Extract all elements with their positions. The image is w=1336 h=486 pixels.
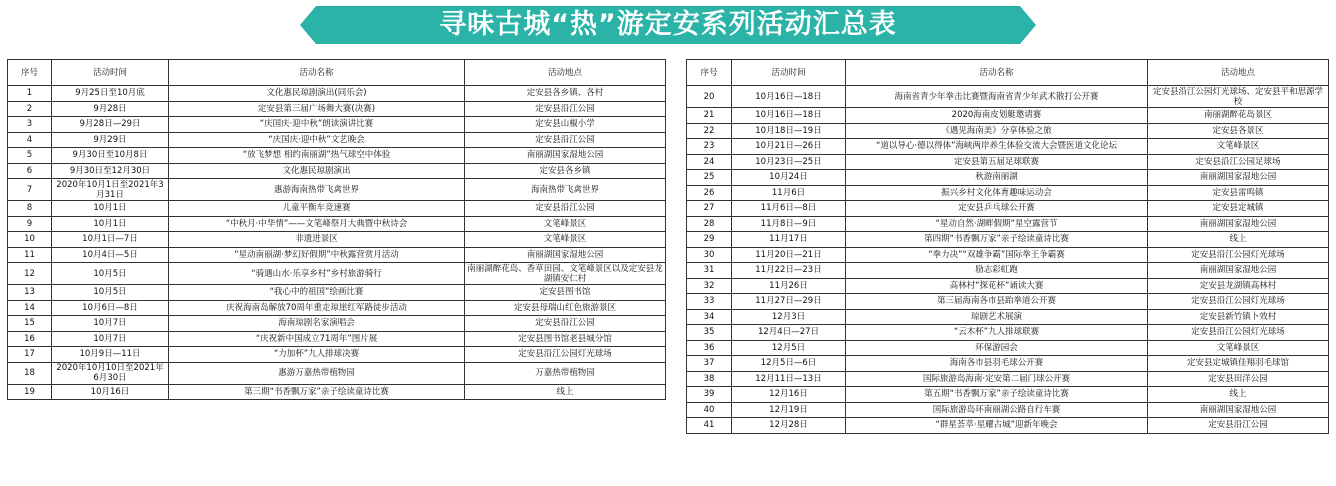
table-row <box>8 148 666 164</box>
cell-time: 10月9日—11日 <box>52 347 169 363</box>
cell-time: 11月17日 <box>732 232 846 248</box>
cell-name: “群星荟萃·星耀古城”迎新年晚会 <box>846 418 1148 434</box>
cell-no: 30 <box>687 247 732 263</box>
cell-place: 定安县定城镇佳翔羽毛球馆 <box>1148 356 1329 372</box>
cell-no: 29 <box>687 232 732 248</box>
cell-no: 12 <box>8 263 52 285</box>
cell-time: 9月28日—29日 <box>52 117 169 133</box>
cell-time: 11月20日—21日 <box>732 247 846 263</box>
table-row <box>8 300 666 316</box>
cell-place: 定安县沿江公园足球场 <box>1148 154 1329 170</box>
cell-name: “星动自然·湖畔假期”星空露营节 <box>846 216 1148 232</box>
cell-place: 定安县沿江公园灯光球场 <box>465 347 666 363</box>
table-header-row <box>687 60 1329 86</box>
cell-time: 9月25日至10月底 <box>52 86 169 102</box>
cell-name: 定安县第三届广场舞大赛(决赛) <box>169 101 465 117</box>
cell-name: 海南各市县羽毛球公开赛 <box>846 356 1148 372</box>
table-row <box>687 232 1329 248</box>
cell-time: 9月30日至10月8日 <box>52 148 169 164</box>
cell-place: 文笔峰景区 <box>1148 340 1329 356</box>
table-row <box>8 163 666 179</box>
cell-no: 22 <box>687 123 732 139</box>
cell-no: 26 <box>687 185 732 201</box>
table-row <box>687 325 1329 341</box>
cell-name: 海南琼剧名家演唱会 <box>169 316 465 332</box>
header-name: 活动名称 <box>846 60 1148 86</box>
cell-no: 27 <box>687 201 732 217</box>
table-row <box>687 154 1329 170</box>
cell-time: 10月16日 <box>52 384 169 400</box>
cell-no: 11 <box>8 247 52 263</box>
cell-time: 10月7日 <box>52 316 169 332</box>
cell-time: 11月27日—29日 <box>732 294 846 310</box>
header-place: 活动地点 <box>465 60 666 86</box>
cell-no: 5 <box>8 148 52 164</box>
cell-time: 10月16日—18日 <box>732 86 846 108</box>
cell-no: 20 <box>687 86 732 108</box>
cell-name: 惠游万嘉热带植物园 <box>169 362 465 384</box>
cell-place: 定安县沿江公园灯光球场 <box>1148 294 1329 310</box>
cell-no: 32 <box>687 278 732 294</box>
cell-no: 36 <box>687 340 732 356</box>
cell-no: 19 <box>8 384 52 400</box>
cell-name: “力加杯”九人排球决赛 <box>169 347 465 363</box>
cell-name: “中秋月·中华情”——文笔峰祭月大典暨中秋诗会 <box>169 216 465 232</box>
table-row <box>687 418 1329 434</box>
table-row <box>687 340 1329 356</box>
cell-time: 11月8日—9日 <box>732 216 846 232</box>
header-place: 活动地点 <box>1148 60 1329 86</box>
cell-name: 第三届海南各市县跆拳道公开赛 <box>846 294 1148 310</box>
cell-name: “放飞梦想 相约南丽湖”热气球空中体验 <box>169 148 465 164</box>
cell-name: 非遗进景区 <box>169 232 465 248</box>
cell-place: 定安县沿江公园 <box>465 316 666 332</box>
cell-name: 励志彩虹跑 <box>846 263 1148 279</box>
cell-place: 定安县沿江公园 <box>465 201 666 217</box>
cell-no: 24 <box>687 154 732 170</box>
cell-time: 11月6日—8日 <box>732 201 846 217</box>
table-row <box>8 101 666 117</box>
events-table-left <box>7 59 666 400</box>
cell-name: 高林村“探花杯”诵读大赛 <box>846 278 1148 294</box>
cell-place: 线上 <box>1148 387 1329 403</box>
cell-no: 1 <box>8 86 52 102</box>
cell-place: 线上 <box>465 384 666 400</box>
cell-name: 环保游园会 <box>846 340 1148 356</box>
cell-time: 11月22日—23日 <box>732 263 846 279</box>
cell-no: 40 <box>687 402 732 418</box>
table-row <box>687 371 1329 387</box>
cell-place: 文笔峰景区 <box>1148 139 1329 155</box>
table-row <box>687 170 1329 186</box>
table-row <box>8 285 666 301</box>
cell-name: 文化惠民琼剧演出 <box>169 163 465 179</box>
cell-no: 35 <box>687 325 732 341</box>
cell-place: 南丽湖国家湿地公园 <box>465 148 666 164</box>
cell-place: 定安县图书馆 <box>465 285 666 301</box>
table-row <box>8 384 666 400</box>
cell-time: 2020年10月1日至2021年3月31日 <box>52 179 169 201</box>
table-row <box>8 132 666 148</box>
table-header-row <box>8 60 666 86</box>
cell-no: 25 <box>687 170 732 186</box>
cell-no: 23 <box>687 139 732 155</box>
cell-time: 12月5日 <box>732 340 846 356</box>
cell-place: 定安县新竹镇卜效村 <box>1148 309 1329 325</box>
cell-name: “庆祝新中国成立71周年”图片展 <box>169 331 465 347</box>
cell-time: 12月4日—27日 <box>732 325 846 341</box>
cell-name: “庆国庆·迎中秋”朗读演讲比赛 <box>169 117 465 133</box>
table-row <box>687 309 1329 325</box>
header-name: 活动名称 <box>169 60 465 86</box>
cell-time: 10月23日—25日 <box>732 154 846 170</box>
cell-name: 国际旅游岛环南丽湖公路自行车赛 <box>846 402 1148 418</box>
cell-name: “道以导心·德以得体”海峡两岸养生体验交流大会暨医道文化论坛 <box>846 139 1148 155</box>
cell-name: 第三期“书香飘万家”亲子绘读童诗比赛 <box>169 384 465 400</box>
cell-no: 33 <box>687 294 732 310</box>
cell-place: 万嘉热带植物园 <box>465 362 666 384</box>
cell-place: 定安县母瑞山红色旅游景区 <box>465 300 666 316</box>
table-row <box>687 387 1329 403</box>
cell-no: 17 <box>8 347 52 363</box>
cell-no: 39 <box>687 387 732 403</box>
cell-time: 9月29日 <box>52 132 169 148</box>
cell-time: 10月4日—5日 <box>52 247 169 263</box>
cell-time: 10月18日—19日 <box>732 123 846 139</box>
cell-time: 2020年10月10日至2021年6月30日 <box>52 362 169 384</box>
cell-time: 9月30日至12月30日 <box>52 163 169 179</box>
header-time: 活动时间 <box>732 60 846 86</box>
cell-no: 10 <box>8 232 52 248</box>
cell-no: 3 <box>8 117 52 133</box>
cell-no: 13 <box>8 285 52 301</box>
cell-place: 定安县沿江公园灯光球场 <box>1148 325 1329 341</box>
cell-name: 第五期“书香飘万家”亲子绘读童诗比赛 <box>846 387 1148 403</box>
table-row <box>687 247 1329 263</box>
cell-time: 10月1日 <box>52 201 169 217</box>
table-row <box>8 362 666 384</box>
table-row <box>687 201 1329 217</box>
cell-no: 38 <box>687 371 732 387</box>
title-banner <box>300 6 1036 44</box>
table-row <box>8 117 666 133</box>
cell-no: 8 <box>8 201 52 217</box>
cell-place: 定安县沿江公园 <box>1148 418 1329 434</box>
cell-time: 10月7日 <box>52 331 169 347</box>
cell-name: 2020海南皮划艇邀请赛 <box>846 108 1148 124</box>
cell-no: 37 <box>687 356 732 372</box>
cell-place: 南丽湖国家湿地公园 <box>1148 263 1329 279</box>
cell-time: 12月28日 <box>732 418 846 434</box>
cell-no: 6 <box>8 163 52 179</box>
cell-no: 4 <box>8 132 52 148</box>
cell-name: “我心中的祖国”绘画比赛 <box>169 285 465 301</box>
cell-place: 南丽湖国家湿地公园 <box>1148 216 1329 232</box>
cell-time: 11月26日 <box>732 278 846 294</box>
cell-time: 12月11日—13日 <box>732 371 846 387</box>
cell-name: 琼剧艺术展演 <box>846 309 1148 325</box>
cell-name: 第四期“书香飘万家”亲子绘读童诗比赛 <box>846 232 1148 248</box>
table-row <box>8 316 666 332</box>
cell-time: 10月1日—7日 <box>52 232 169 248</box>
cell-name: 定安县第五届足球联赛 <box>846 154 1148 170</box>
cell-place: 南丽湖国家湿地公园 <box>1148 402 1329 418</box>
cell-name: “庆国庆·迎中秋”文艺晚会 <box>169 132 465 148</box>
cell-name: 儿童平衡车竞速赛 <box>169 201 465 217</box>
cell-place: 南丽湖醉花岛景区 <box>1148 108 1329 124</box>
cell-place: 南丽湖国家湿地公园 <box>1148 170 1329 186</box>
table-row <box>687 356 1329 372</box>
table-row <box>8 263 666 285</box>
cell-time: 12月19日 <box>732 402 846 418</box>
cell-time: 10月24日 <box>732 170 846 186</box>
cell-place: 南丽湖国家湿地公园 <box>465 247 666 263</box>
cell-name: “云木杯”九人排球联赛 <box>846 325 1148 341</box>
cell-no: 14 <box>8 300 52 316</box>
cell-no: 7 <box>8 179 52 201</box>
cell-time: 10月21日—26日 <box>732 139 846 155</box>
cell-place: 定安县图书馆老县城分馆 <box>465 331 666 347</box>
cell-place: 定安县定城镇 <box>1148 201 1329 217</box>
header-time: 活动时间 <box>52 60 169 86</box>
cell-place: 海南热带飞禽世界 <box>465 179 666 201</box>
cell-place: 定安县沿江公园灯光球场、定安县平和思源学校 <box>1148 86 1329 108</box>
cell-place: 线上 <box>1148 232 1329 248</box>
cell-place: 定安县沿江公园灯光球场 <box>1148 247 1329 263</box>
cell-no: 15 <box>8 316 52 332</box>
cell-no: 34 <box>687 309 732 325</box>
cell-place: 定安县各乡镇 <box>465 163 666 179</box>
cell-place: 定安县各景区 <box>1148 123 1329 139</box>
header-no: 序号 <box>8 60 52 86</box>
page-title: 寻味古城“热”游定安系列活动汇总表 <box>439 9 897 40</box>
cell-time: 12月5日—6日 <box>732 356 846 372</box>
table-row <box>687 278 1329 294</box>
cell-name: 秋游南丽湖 <box>846 170 1148 186</box>
table-row <box>687 139 1329 155</box>
cell-time: 12月3日 <box>732 309 846 325</box>
table-row <box>8 179 666 201</box>
table-row <box>8 247 666 263</box>
cell-no: 28 <box>687 216 732 232</box>
cell-place: 文笔峰景区 <box>465 216 666 232</box>
table-row <box>687 216 1329 232</box>
cell-place: 文笔峰景区 <box>465 232 666 248</box>
cell-no: 21 <box>687 108 732 124</box>
table-row <box>8 201 666 217</box>
cell-place: 定安县沿江公园 <box>465 132 666 148</box>
cell-name: 庆祝海南岛解放70周年重走琼崖红军路徒步活动 <box>169 300 465 316</box>
table-row <box>8 347 666 363</box>
cell-name: “星动南丽湖·梦幻好假期”中秋露营赏月活动 <box>169 247 465 263</box>
table-row <box>8 232 666 248</box>
cell-no: 2 <box>8 101 52 117</box>
cell-time: 10月5日 <box>52 285 169 301</box>
cell-place: 南丽湖醉花岛、香草田园、文笔峰景区以及定安县龙湖镇安仁村 <box>465 263 666 285</box>
cell-name: “骑遇山水·乐享乡村”乡村旅游骑行 <box>169 263 465 285</box>
cell-no: 16 <box>8 331 52 347</box>
cell-name: 文化惠民琼剧演出(同乐会) <box>169 86 465 102</box>
cell-time: 12月16日 <box>732 387 846 403</box>
cell-name: 惠游海南热带飞禽世界 <box>169 179 465 201</box>
cell-no: 18 <box>8 362 52 384</box>
cell-no: 41 <box>687 418 732 434</box>
table-row <box>687 294 1329 310</box>
cell-place: 定安县山椒小学 <box>465 117 666 133</box>
cell-no: 9 <box>8 216 52 232</box>
cell-time: 11月6日 <box>732 185 846 201</box>
cell-name: 《遇见海南美》分享体验之旅 <box>846 123 1148 139</box>
cell-name: “拳力决”“双雄争霸”国际拳王争霸赛 <box>846 247 1148 263</box>
cell-place: 定安县龙湖镇高林村 <box>1148 278 1329 294</box>
cell-no: 31 <box>687 263 732 279</box>
cell-place: 定安县沿江公园 <box>465 101 666 117</box>
cell-name: 定安县乒乓球公开赛 <box>846 201 1148 217</box>
table-row <box>8 216 666 232</box>
cell-time: 9月28日 <box>52 101 169 117</box>
table-row <box>687 108 1329 124</box>
events-table-right <box>686 59 1329 434</box>
cell-time: 10月6日—8日 <box>52 300 169 316</box>
cell-time: 10月1日 <box>52 216 169 232</box>
table-row <box>687 263 1329 279</box>
table-row <box>8 86 666 102</box>
cell-time: 10月5日 <box>52 263 169 285</box>
table-row <box>8 331 666 347</box>
cell-place: 定安县田洋公园 <box>1148 371 1329 387</box>
cell-name: 振兴乡村文化体育趣味运动会 <box>846 185 1148 201</box>
table-row <box>687 185 1329 201</box>
header-no: 序号 <box>687 60 732 86</box>
cell-name: 海南省青少年拳击比赛暨海南省青少年武术散打公开赛 <box>846 86 1148 108</box>
table-row <box>687 123 1329 139</box>
table-row <box>687 86 1329 108</box>
cell-place: 定安县雷鸣镇 <box>1148 185 1329 201</box>
table-row <box>687 402 1329 418</box>
cell-name: 国际旅游岛海南·定安第二届门球公开赛 <box>846 371 1148 387</box>
cell-place: 定安县各乡镇、各村 <box>465 86 666 102</box>
cell-time: 10月16日—18日 <box>732 108 846 124</box>
